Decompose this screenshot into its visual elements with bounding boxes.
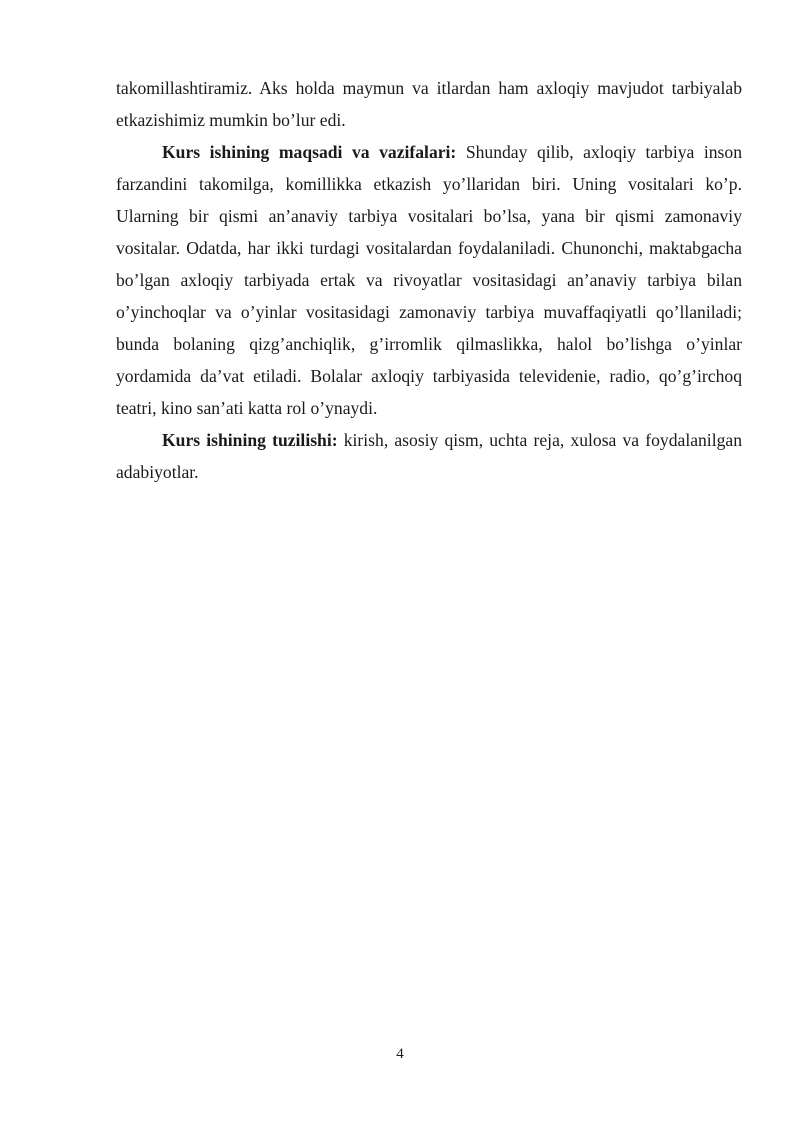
paragraph-structure xyxy=(116,424,742,488)
paragraph-continuation xyxy=(116,72,742,136)
page-number: 4 xyxy=(396,1046,404,1062)
paragraph-text: Shunday qilib, axloqiy tarbiya inson farzandini takomilga, komillikka etkazish yo’llaridan biri. Uning vositalari ko’p. Ularning bir qismi an’anaviy tarbiya vositalari bo’lsa, yana bir qismi zamonaviy vositalar. Odatda, har ikki turdagi vositalardan foydalaniladi. Chunonchi, maktabgacha bo’lgan axloqiy tarbiyada ertak va rivoyatlar vositasidagi an’anaviy tarbiya bilan o’yinchoqlar va o’yinlar vositasidagi zamonaviy tarbiya muvaffaqiyatli qo’llaniladi; bunda bolaning qizg’anchiqlik, g’irromlik qilmaslikka, halol bo’lishga o’yinlar yordamida da’vat etiladi. Bolalar axloqiy tarbiyasida televidenie, radio, qo’g’irchoq teatri, kino san’ati katta rol o’ynaydi. xyxy=(116,142,742,418)
paragraph-goals xyxy=(116,136,742,424)
section-heading-structure: Kurs ishining tuzilishi: xyxy=(162,430,338,450)
paragraph-text: takomillashtiramiz. Aks holda maymun va itlardan ham axloqiy mavjudot tarbiyalab etkazishimiz mumkin bo’lur edi. xyxy=(116,78,742,130)
section-heading-goals: Kurs ishining maqsadi va vazifalari: xyxy=(162,142,457,162)
document-body xyxy=(116,72,742,488)
paragraph-text: kirish, asosiy qism, uchta reja, xulosa va foydalanilgan adabiyotlar. xyxy=(116,430,742,482)
